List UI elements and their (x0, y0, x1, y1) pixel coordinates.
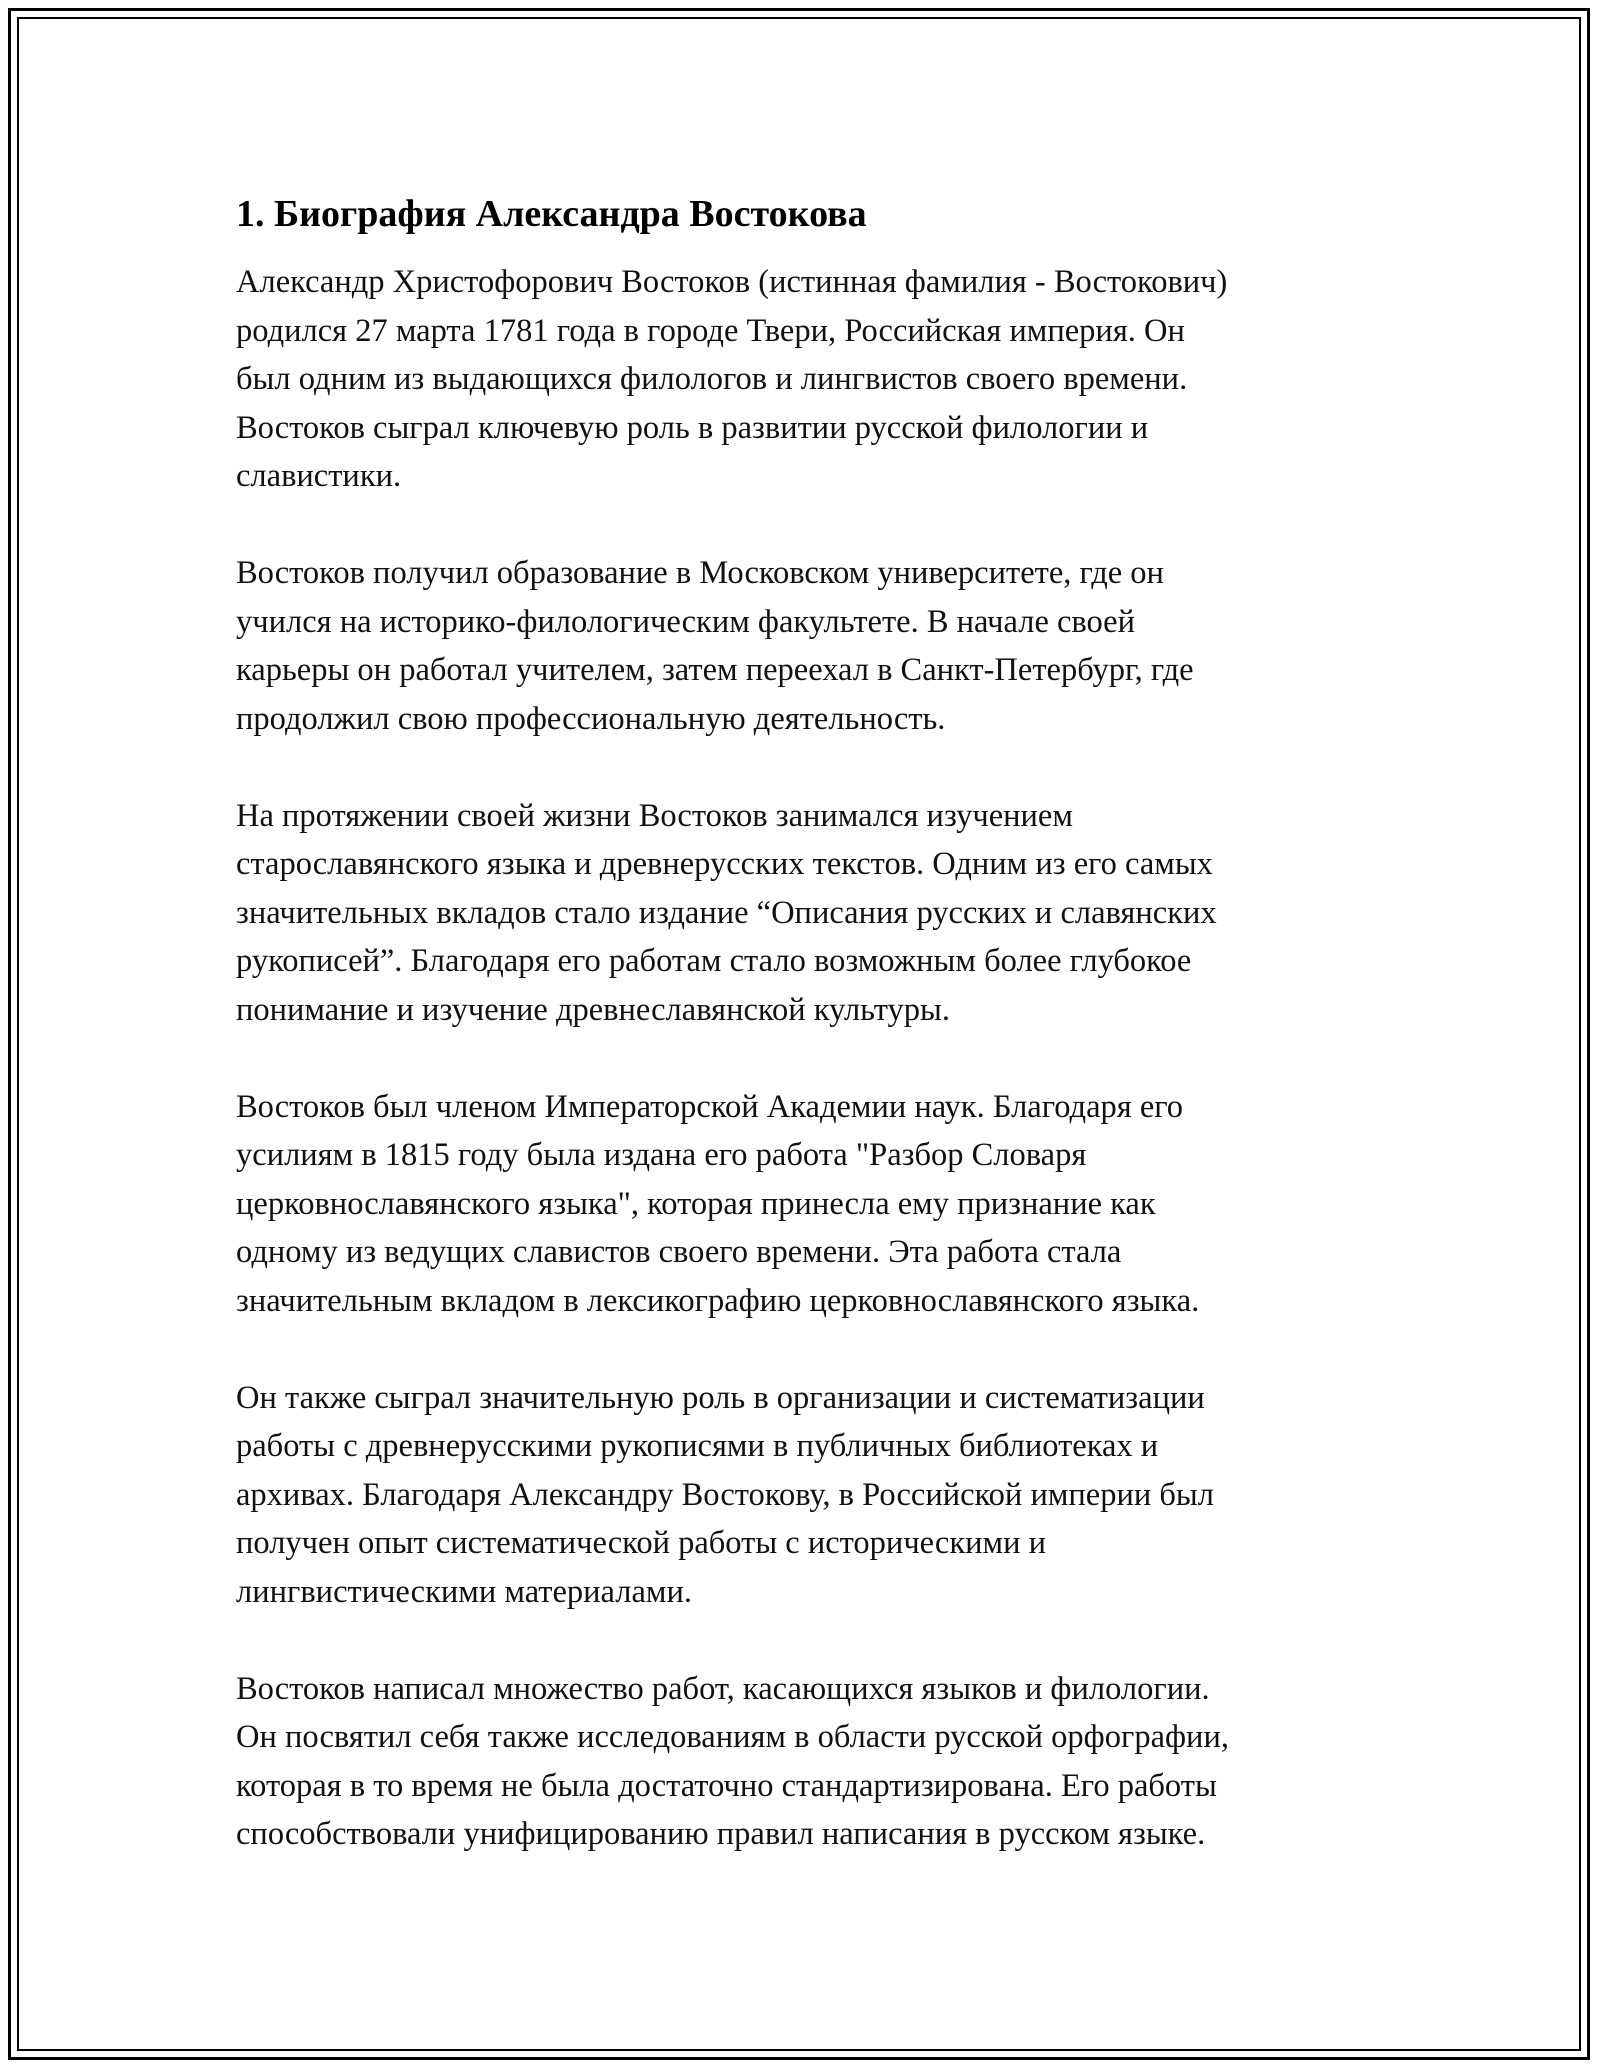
text-line: одному из ведущих славистов своего времени. Эта работа стала (236, 1234, 1122, 1270)
text-line: На протяжении своей жизни Востоков занимался изучением (236, 797, 1073, 834)
text-line: Востоков был членом Императорской Академии наук. Благодаря его (236, 1088, 1184, 1125)
text-line: получен опыт систематической работы с историческими и (236, 1525, 1046, 1561)
text-line: продолжил свою профессиональную деятельность. (236, 700, 946, 737)
text-line: церковнославянского языка", которая принесла ему признание как (236, 1185, 1156, 1222)
paragraph-2 (236, 549, 1396, 743)
text-line: способствовали унифицированию правил написания в русском языке. (236, 1816, 1206, 1852)
paragraph-6 (236, 1665, 1396, 1859)
text-line: родился 27 марта 1781 года в городе Твери, Российская империя. Он (236, 312, 1185, 349)
paragraph-3 (236, 792, 1396, 1035)
document-body (236, 186, 1396, 1859)
text-line: Востоков написал множество работ, касающихся языков и филологии. (236, 1670, 1210, 1707)
paragraph-5 (236, 1374, 1396, 1617)
text-line: значительным вкладом в лексикографию церковнославянского языка. (236, 1282, 1200, 1319)
text-line: был одним из выдающихся филологов и лингвистов своего времени. (236, 361, 1188, 397)
text-line: учился на историко-филологическим факультете. В начале своей (236, 603, 1136, 640)
paragraph-1 (236, 258, 1396, 501)
text-line: понимание и изучение древнеславянской культуры. (236, 991, 950, 1028)
text-line: славистики. (236, 458, 402, 494)
text-line: работы с древнерусскими рукописями в публичных библиотеках и (236, 1428, 1159, 1464)
section-heading: 1. Биография Александра Востокова (236, 193, 867, 235)
text-line: которая в то время не была достаточно стандартизирована. Его работы (236, 1767, 1217, 1804)
text-line: карьеры он работал учителем, затем переехал в Санкт-Петербург, где (236, 652, 1194, 688)
text-line: старославянского языка и древнерусских текстов. Одним из его самых (236, 846, 1213, 882)
text-line: архивах. Благодаря Александру Востокову, в Российской империи был (236, 1476, 1214, 1513)
text-line: значительных вкладов стало издание “Описания русских и славянских (236, 894, 1217, 931)
text-line: лингвистическими материалами. (236, 1573, 692, 1610)
text-line: усилиям в 1815 году была издана его работа "Разбор Словаря (236, 1137, 1087, 1173)
text-line: Он посвятил себя также исследованиям в области русской орфографии, (236, 1719, 1229, 1755)
text-line: Александр Христофорович Востоков (истинная фамилия - Востокович) (236, 264, 1228, 300)
text-line: Востоков получил образование в Московском университете, где он (236, 555, 1164, 591)
text-line: рукописей”. Благодаря его работам стало возможным более глубокое (236, 943, 1192, 979)
paragraph-4 (236, 1083, 1396, 1326)
text-line: Востоков сыграл ключевую роль в развитии русской филологии и (236, 409, 1149, 446)
text-line: Он также сыграл значительную роль в организации и систематизации (236, 1379, 1205, 1416)
